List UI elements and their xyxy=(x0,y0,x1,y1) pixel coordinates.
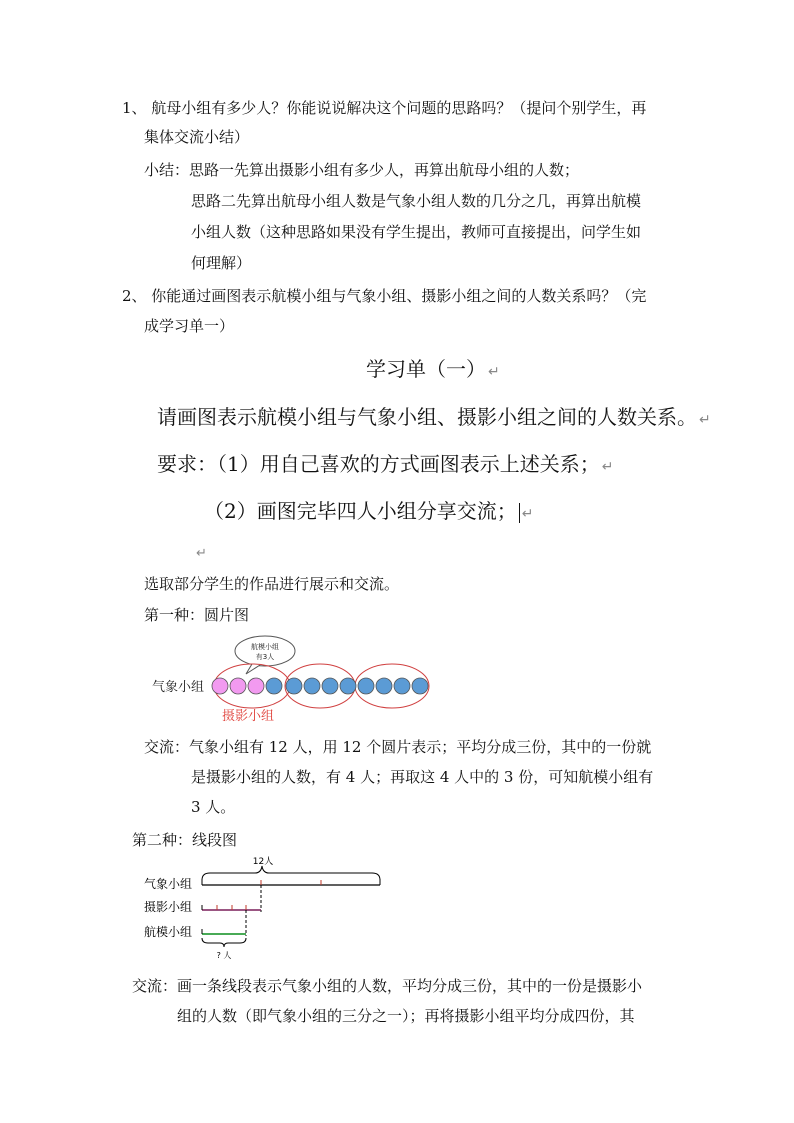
q1-summary1: 小结：思路一先算出摄影小组有多少人，再算出航母小组的人数； xyxy=(144,161,580,179)
method2-heading: 第二种：线段图 xyxy=(132,831,238,849)
weather-row-label: 气象小组 xyxy=(144,877,193,891)
worksheet-req1: 要求：（1）用自己喜欢的方式画图表示上述关系； ↵ xyxy=(157,452,614,476)
photo-row-label: 摄影小组 xyxy=(144,900,193,914)
empty-paragraph-mark: ↵ xyxy=(196,546,207,561)
speech-bubble xyxy=(235,636,295,666)
return-mark-icon: ↵ xyxy=(699,412,711,428)
return-mark-icon: ↵ xyxy=(601,459,614,475)
bubble-line2: 有3人 xyxy=(255,653,275,661)
worksheet-instruction: 请画图表示航模小组与气象小组、摄影小组之间的人数关系。 ↵ xyxy=(157,405,711,429)
worksheet-title: 学习单（一） ↵ xyxy=(366,357,500,381)
disc-blue xyxy=(286,678,302,694)
text-cursor xyxy=(519,503,520,523)
disc-blue xyxy=(304,678,320,694)
method1-exchange2: 是摄影小组的人数，有 4 人；再取这 4 人中的 3 份，可知航模小组有 xyxy=(191,768,654,786)
disc-blue xyxy=(412,678,428,694)
q2-line1: 2、 你能通过画图表示航模小组与气象小组、摄影小组之间的人数关系吗？（完 xyxy=(122,287,647,305)
disc-blue xyxy=(340,678,356,694)
q1-line1: 1、 航母小组有多少人？你能说说解决这个问题的思路吗？（提问个别学生，再 xyxy=(122,99,647,117)
disc-blue xyxy=(394,678,410,694)
line-segment-diagram xyxy=(140,854,390,962)
disc-pink xyxy=(248,678,264,694)
total-brace xyxy=(202,866,380,880)
q2-line2: 成学习单一） xyxy=(144,317,235,335)
weather-group-label: 气象小组 xyxy=(152,680,205,695)
select-text: 选取部分学生的作品进行展示和交流。 xyxy=(144,575,400,593)
return-mark-icon: ↵ xyxy=(488,364,500,380)
photo-group-label: 摄影小组 xyxy=(222,709,275,724)
model-row-label: 航模小组 xyxy=(144,925,193,939)
disc-blue xyxy=(376,678,392,694)
method2-exchange2: 组的人数（即气象小组的三分之一）；再将摄影小组平均分成四份，其 xyxy=(177,1007,635,1025)
return-mark-icon: ↵ xyxy=(521,506,534,522)
method1-exchange1: 交流：气象小组有 12 人，用 12 个圆片表示；平均分成三份，其中的一份就 xyxy=(144,738,652,756)
q1-line2: 集体交流小结） xyxy=(144,128,250,146)
disc-pink xyxy=(212,678,228,694)
bubble-line1: 航模小组 xyxy=(251,643,279,651)
disc-blue xyxy=(322,678,338,694)
worksheet-req2: （2）画图完毕四人小组分享交流； ↵ xyxy=(204,499,534,523)
disc-blue xyxy=(358,678,374,694)
disc-blue xyxy=(266,678,282,694)
total-label: 12人 xyxy=(252,857,274,867)
disc-pink xyxy=(230,678,246,694)
q1-summary2b: 小组人数（这种思路如果没有学生提出，教师可直接提出，问学生如 xyxy=(191,223,642,241)
method1-exchange3: 3 人。 xyxy=(191,798,236,816)
q1-summary2c: 何理解） xyxy=(191,254,252,272)
method1-heading: 第一种：圆片图 xyxy=(144,606,250,624)
unknown-label: ? 人 xyxy=(216,951,232,960)
disc-diagram xyxy=(148,634,438,726)
method2-exchange1: 交流：画一条线段表示气象小组的人数，平均分成三份，其中的一份是摄影小 xyxy=(132,977,643,995)
speech-bubble-tail xyxy=(246,664,260,674)
unknown-brace xyxy=(202,938,246,947)
q1-summary2a: 思路二先算出航母小组人数是气象小组人数的几分之几，再算出航模 xyxy=(191,192,642,210)
